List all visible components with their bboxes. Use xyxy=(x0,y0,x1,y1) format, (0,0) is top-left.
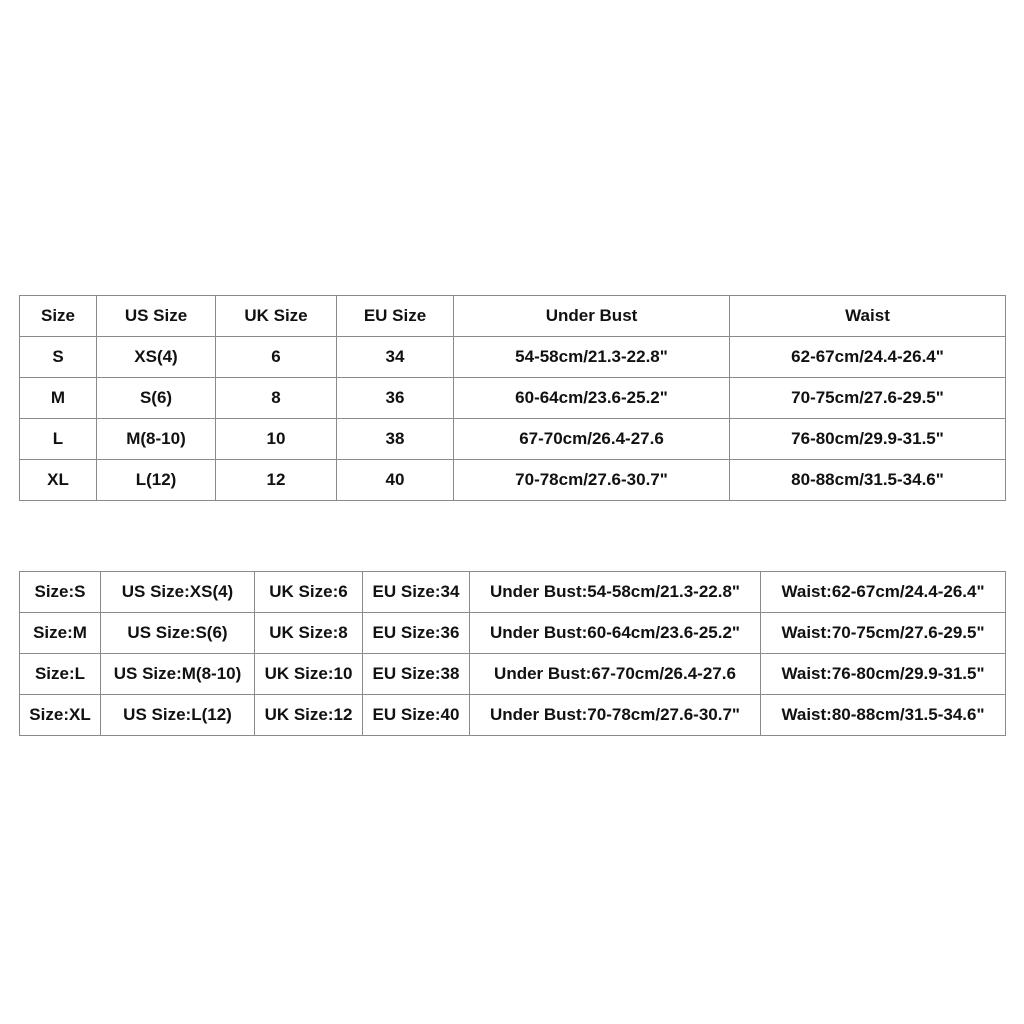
cell-under-bust: Under Bust:54-58cm/21.3-22.8" xyxy=(470,572,761,613)
table-row xyxy=(20,378,1006,419)
cell-under-bust: Under Bust:60-64cm/23.6-25.2" xyxy=(470,613,761,654)
cell-waist: 62-67cm/24.4-26.4" xyxy=(730,337,1006,378)
header-under-bust: Under Bust xyxy=(454,296,730,337)
cell-uk-size: UK Size:12 xyxy=(255,695,363,736)
header-waist: Waist xyxy=(730,296,1006,337)
cell-under-bust: Under Bust:67-70cm/26.4-27.6 xyxy=(470,654,761,695)
cell-uk-size: 12 xyxy=(216,460,337,501)
cell-size: Size:S xyxy=(20,572,101,613)
cell-waist: Waist:70-75cm/27.6-29.5" xyxy=(761,613,1006,654)
cell-waist: Waist:62-67cm/24.4-26.4" xyxy=(761,572,1006,613)
cell-us-size: XS(4) xyxy=(97,337,216,378)
cell-eu-size: EU Size:36 xyxy=(363,613,470,654)
cell-under-bust: 54-58cm/21.3-22.8" xyxy=(454,337,730,378)
cell-eu-size: 36 xyxy=(337,378,454,419)
header-size: Size xyxy=(20,296,97,337)
cell-waist: 70-75cm/27.6-29.5" xyxy=(730,378,1006,419)
table-row xyxy=(20,654,1006,695)
cell-waist: 76-80cm/29.9-31.5" xyxy=(730,419,1006,460)
table-row xyxy=(20,337,1006,378)
cell-size: L xyxy=(20,419,97,460)
cell-size: Size:L xyxy=(20,654,101,695)
cell-under-bust: 60-64cm/23.6-25.2" xyxy=(454,378,730,419)
cell-us-size: M(8-10) xyxy=(97,419,216,460)
cell-size: S xyxy=(20,337,97,378)
cell-eu-size: 38 xyxy=(337,419,454,460)
cell-size: M xyxy=(20,378,97,419)
cell-uk-size: UK Size:8 xyxy=(255,613,363,654)
table-row xyxy=(20,419,1006,460)
table-row xyxy=(20,613,1006,654)
table-row xyxy=(20,695,1006,736)
cell-eu-size: 34 xyxy=(337,337,454,378)
cell-uk-size: 10 xyxy=(216,419,337,460)
header-us-size: US Size xyxy=(97,296,216,337)
cell-size: Size:M xyxy=(20,613,101,654)
cell-waist: 80-88cm/31.5-34.6" xyxy=(730,460,1006,501)
cell-under-bust: Under Bust:70-78cm/27.6-30.7" xyxy=(470,695,761,736)
cell-under-bust: 67-70cm/26.4-27.6 xyxy=(454,419,730,460)
cell-under-bust: 70-78cm/27.6-30.7" xyxy=(454,460,730,501)
cell-eu-size: EU Size:40 xyxy=(363,695,470,736)
cell-us-size: US Size:L(12) xyxy=(101,695,255,736)
cell-eu-size: EU Size:38 xyxy=(363,654,470,695)
cell-us-size: US Size:XS(4) xyxy=(101,572,255,613)
cell-us-size: L(12) xyxy=(97,460,216,501)
cell-waist: Waist:76-80cm/29.9-31.5" xyxy=(761,654,1006,695)
table-row xyxy=(20,572,1006,613)
cell-uk-size: 6 xyxy=(216,337,337,378)
size-chart-table xyxy=(19,295,1006,501)
cell-eu-size: 40 xyxy=(337,460,454,501)
cell-us-size: US Size:M(8-10) xyxy=(101,654,255,695)
size-chart-table-inline xyxy=(19,571,1006,736)
header-uk-size: UK Size xyxy=(216,296,337,337)
cell-size: XL xyxy=(20,460,97,501)
cell-us-size: S(6) xyxy=(97,378,216,419)
cell-uk-size: UK Size:10 xyxy=(255,654,363,695)
cell-waist: Waist:80-88cm/31.5-34.6" xyxy=(761,695,1006,736)
table-row xyxy=(20,460,1006,501)
table-header-row xyxy=(20,296,1006,337)
cell-size: Size:XL xyxy=(20,695,101,736)
cell-eu-size: EU Size:34 xyxy=(363,572,470,613)
cell-uk-size: UK Size:6 xyxy=(255,572,363,613)
cell-us-size: US Size:S(6) xyxy=(101,613,255,654)
header-eu-size: EU Size xyxy=(337,296,454,337)
cell-uk-size: 8 xyxy=(216,378,337,419)
